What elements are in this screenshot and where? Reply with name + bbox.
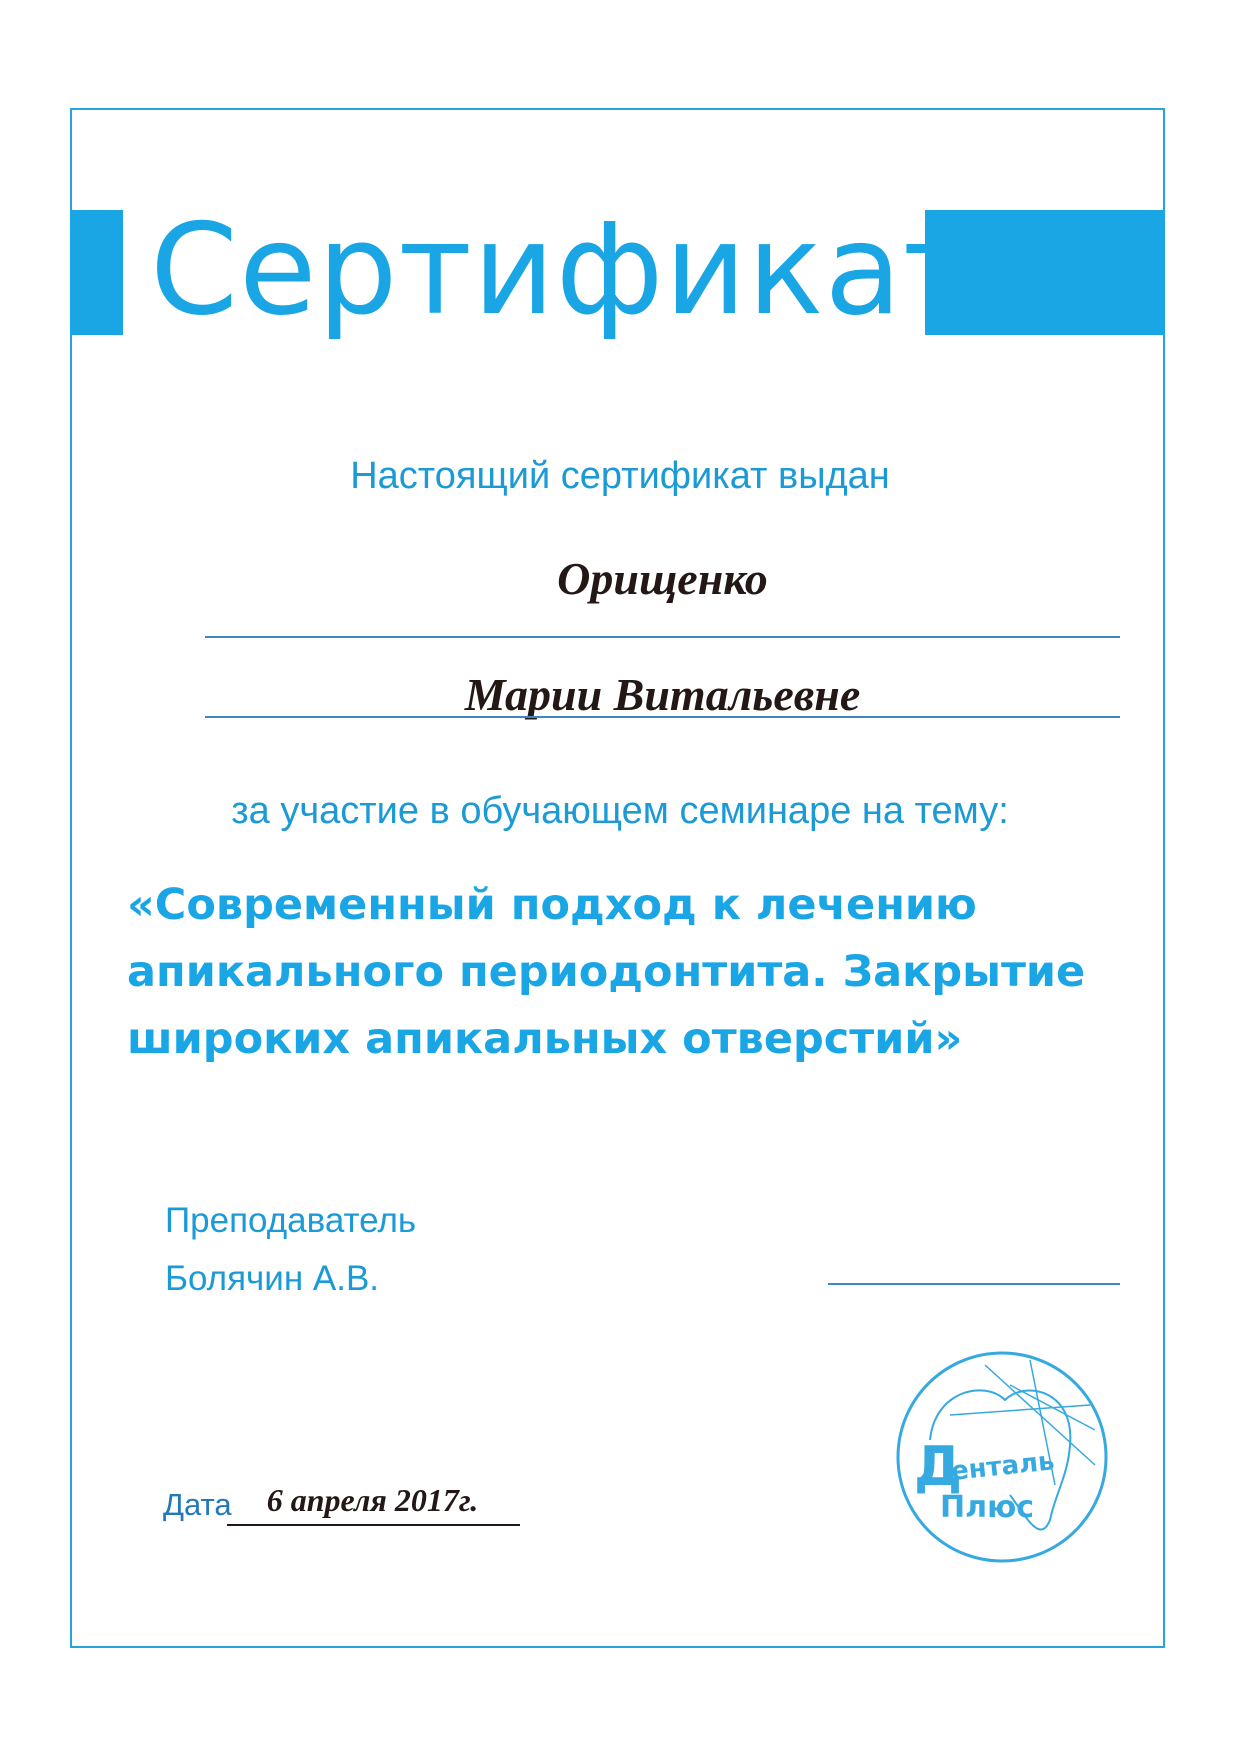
dental-plus-logo xyxy=(890,1345,1115,1570)
logo-letter-d: Д xyxy=(914,1435,963,1498)
teacher-name: Болячин А.В. xyxy=(165,1259,380,1298)
participation-text: за участие в обучающем семинаре на тему: xyxy=(231,790,1009,832)
logo-word-ental: енталь xyxy=(949,1446,1056,1487)
date-underline xyxy=(227,1524,520,1526)
recipient-given-names: Марии Витальевне xyxy=(464,669,861,720)
teacher-block xyxy=(165,1192,416,1308)
given-names-underline xyxy=(205,716,1120,718)
date-label: Дата xyxy=(163,1487,232,1522)
topic-line: апикального периодонтита. Закрытие xyxy=(127,947,1086,997)
logo-ray xyxy=(950,1405,1090,1415)
topic-line: «Современный подход к лечению xyxy=(127,880,977,930)
signature-line xyxy=(828,1283,1120,1285)
issued-text: Настоящий сертификат выдан xyxy=(350,455,890,497)
certificate-title: Сертификат xyxy=(150,196,978,343)
date-value: 6 апреля 2017г. xyxy=(266,1482,479,1518)
teacher-label: Преподаватель xyxy=(165,1201,417,1240)
seminar-topic xyxy=(127,872,1157,1073)
recipient-surname: Орищенко xyxy=(557,553,768,604)
title-band-left xyxy=(70,210,123,335)
topic-line: широких апикальных отверстий» xyxy=(127,1014,963,1064)
surname-underline xyxy=(205,636,1120,638)
logo-word-plus: Плюс xyxy=(940,1490,1035,1525)
